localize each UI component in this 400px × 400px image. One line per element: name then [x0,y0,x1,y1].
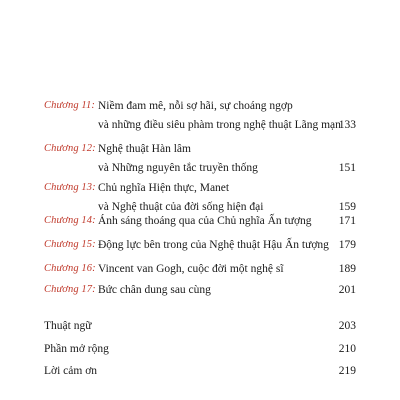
toc-entry-further-reading[interactable] [44,339,356,359]
page-number: 219 [338,365,356,377]
toc-entry-chapter-17[interactable] [44,280,356,300]
chapter-label: Chương 11: [44,100,95,111]
chapter-label: Chương 14: [44,215,96,226]
chapter-title-line: Vincent van Gogh, cuộc đời một nghệ sĩ [98,263,284,275]
page-number: 171 [338,215,356,227]
chapter-title-line: Ánh sáng thoáng qua của Chủ nghĩa Ấn tượng [98,215,312,227]
page-number: 179 [338,239,356,251]
page-number: 189 [338,263,356,275]
toc-entry-glossary[interactable] [44,316,356,336]
chapter-label: Chương 17: [44,284,96,295]
back-matter-title: Lời cảm ơn [44,365,98,377]
toc-entry-chapter-11[interactable] [44,96,356,136]
chapter-title-line: Nghệ thuật Hàn lâm [98,143,191,155]
back-matter-title: Phần mở rộng [44,343,109,355]
toc-entry-chapter-14[interactable] [44,211,356,231]
chapter-title-line: Niềm đam mê, nỗi sợ hãi, sự choáng ngợp [98,100,293,112]
page-number: 133 [338,119,356,131]
page-number: 159 [338,201,356,213]
chapter-label: Chương 16: [44,263,96,274]
chapter-title-line: Bức chân dung sau cùng [98,284,211,296]
chapter-title-line: Động lực bên trong của Nghệ thuật Hậu Ấn tượng [98,239,329,251]
toc-entry-chapter-16[interactable] [44,259,356,279]
page-number: 203 [338,320,356,332]
page-number: 210 [338,343,356,355]
chapter-label: Chương 12: [44,143,96,154]
chapter-label: Chương 13: [44,182,96,193]
page-number: 151 [338,162,356,174]
chapter-label: Chương 15: [44,239,96,250]
toc-entry-chapter-12[interactable] [44,139,356,179]
page-number: 201 [338,284,356,296]
back-matter-title: Thuật ngữ [44,320,92,332]
chapter-title-line: và Nghệ thuật của đời sống hiện đại [98,201,264,213]
chapter-title-line: và Những nguyên tắc truyền thống [98,162,258,174]
toc-entry-chapter-15[interactable] [44,235,356,255]
chapter-title-line: và những điều siêu phàm trong nghệ thuật Lãng mạn [98,119,341,131]
chapter-title-line: Chủ nghĩa Hiện thực, Manet [98,182,230,194]
toc-entry-acknowledgements[interactable] [44,361,356,381]
